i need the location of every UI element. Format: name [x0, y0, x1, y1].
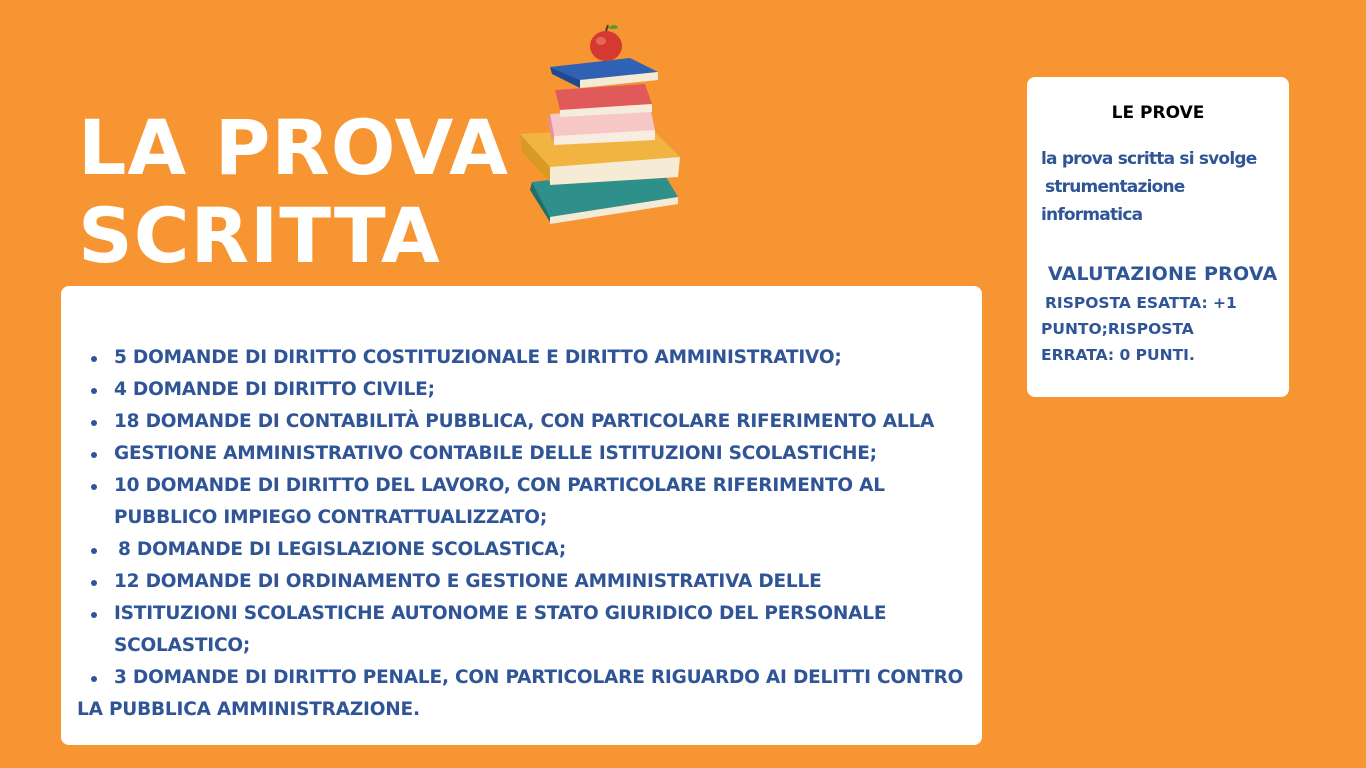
page-title [78, 104, 509, 280]
title-line-1: LA PROVA [78, 103, 509, 192]
red-book [555, 84, 652, 117]
exam-topics-list [77, 342, 982, 726]
evaluation-text [1041, 290, 1281, 368]
list-item: 12 DOMANDE DI ORDINAMENTO E GESTIONE AMMINISTRATIVA DELLE [77, 566, 982, 598]
list-item-continuation: PUBBLICO IMPIEGO CONTRATTUALIZZATO; [114, 507, 548, 528]
description-line: informatica [1041, 205, 1143, 225]
list-item: 4 DOMANDE DI DIRITTO CIVILE; [77, 374, 982, 406]
list-item: 18 DOMANDE DI CONTABILITÀ PUBBLICA, CON PARTICOLARE RIFERIMENTO ALLA [77, 406, 982, 438]
list-item-continuation: SCOLASTICO; [114, 635, 251, 656]
list-item: 8 DOMANDE DI LEGISLAZIONE SCOLASTICA; [77, 534, 982, 566]
side-card-heading: LE PROVE [1111, 103, 1205, 123]
apple-icon [590, 25, 622, 61]
evaluation-line: RISPOSTA ESATTA: +1 [1045, 294, 1237, 312]
evaluation-title: VALUTAZIONE PROVA [1048, 263, 1278, 285]
list-item: GESTIONE AMMINISTRATIVO CONTABILE DELLE ISTITUZIONI SCOLASTICHE; [77, 438, 982, 470]
stack-of-books-with-apple-icon [510, 22, 695, 232]
evaluation-line: PUNTO;RISPOSTA [1041, 320, 1194, 338]
exam-info-card [1027, 77, 1289, 397]
exam-description [1041, 145, 1281, 229]
list-item: 5 DOMANDE DI DIRITTO COSTITUZIONALE E DIRITTO AMMINISTRATIVO; [77, 342, 982, 374]
description-line: la prova scritta si svolge [1041, 149, 1257, 169]
list-item: 10 DOMANDE DI DIRITTO DEL LAVORO, CON PARTICOLARE RIFERIMENTO AL [77, 470, 982, 502]
list-item: 3 DOMANDE DI DIRITTO PENALE, CON PARTICOLARE RIGUARDO AI DELITTI CONTRO LA PUBBLICA AMMINISTRAZIONE. [77, 662, 982, 726]
list-item: ISTITUZIONI SCOLASTICHE AUTONOME E STATO GIURIDICO DEL PERSONALE [77, 598, 982, 630]
blue-book [550, 58, 658, 88]
evaluation-line: ERRATA: 0 PUNTI. [1041, 346, 1195, 364]
title-line-2: SCRITTA [78, 191, 441, 280]
exam-topics-card [61, 286, 982, 745]
description-line: strumentazione [1045, 177, 1185, 197]
